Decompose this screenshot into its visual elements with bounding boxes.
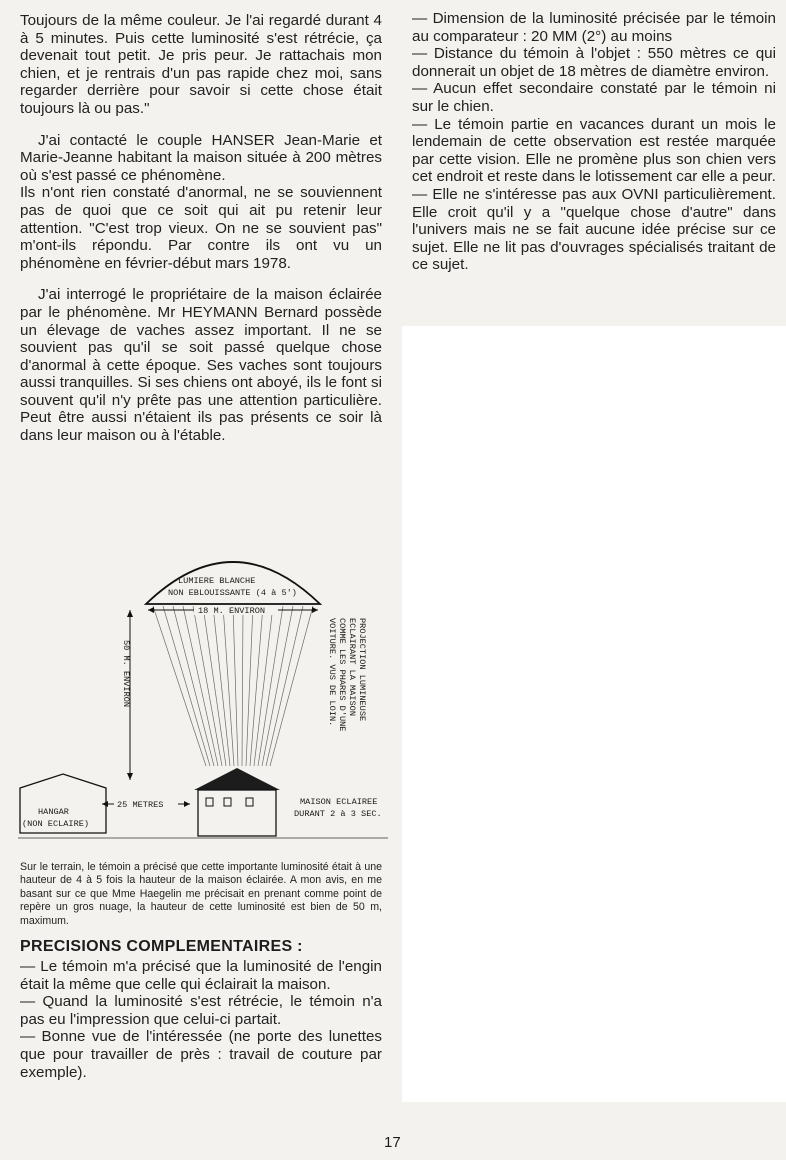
projection-label-4: VOITURE. VUS DE LOIN. [327, 618, 337, 727]
paragraph-hanser-contact: J'ai contacté le couple HANSER Jean-Marie et Marie-Jeanne habitant la maison située à 200 mètres où s'est passé ce phénomène. [20, 131, 382, 184]
hangar-label-2: (NON ECLAIRE) [22, 819, 90, 829]
page-number: 17 [384, 1134, 401, 1151]
precision-item: — Quand la luminosité s'est rétrécie, le témoin n'a pas eu l'impression que celui-ci partait. [20, 993, 382, 1028]
dome-label-1: LUMIERE BLANCHE [178, 576, 256, 586]
dome-label-2: NON EBLOUISSANTE (4 à 5') [168, 588, 297, 598]
height-label: 50 M. ENVIRON [121, 640, 131, 708]
precisions-heading: PRECISIONS COMPLEMENTAIRES : [20, 938, 303, 955]
precision-item: — Bonne vue de l'intéressée (ne porte des lunettes que pour travailler de près : travail de couture par exemple). [20, 1028, 382, 1081]
precision-item: — Le témoin m'a précisé que la luminosité de l'engin était la même que celle qui éclairait la maison. [20, 958, 382, 993]
width-label: 18 M. ENVIRON [198, 606, 266, 616]
house-window-1 [206, 798, 213, 806]
paragraph-heymann: J'ai interrogé le propriétaire de la maison éclairée par le phénomène. Mr HEYMANN Bernard possède un élevage de vaches assez important. Il ne se souvient pas qu'il se soit passé quelque chose d'anormal à cette époque. Ses vaches sont toujours aussi tranquilles. Si ses chiens ont aboyé, ils le font si souvent qu'il n'y prête pas une attention particulière. Peut être aussi n'étaient ils pas présents ce soir là dans leur maison ou à l'étable. [20, 286, 382, 445]
right-item: — Distance du témoin à l'objet : 550 mètres ce qui donnerait un objet de 18 mètres de diamètre environ. [412, 45, 776, 80]
distance-label: 25 METRES [117, 800, 164, 810]
house-label-1: MAISON ECLAIREE [300, 797, 378, 807]
projection-label-3: COMME LES PHARES D'UNE [337, 618, 347, 732]
projection-label-1: PROJECTION LUMINEUSE [357, 618, 367, 722]
sketch-svg [18, 548, 388, 853]
house-label-2: DURANT 2 à 3 SEC. [294, 809, 382, 819]
right-item: — Elle ne s'intéresse pas aux OVNI particulièrement. Elle croit qu'il y a "quelque chose d'autre" dans l'univers mais ne se fait aucune idée précise sur ce sujet. Elle ne lit pas d'ouvrages spécialisés traitant de ce sujet. [412, 185, 776, 274]
light-rays [153, 606, 313, 766]
right-item: — Aucun effet secondaire constaté par le témoin ni sur le chien. [412, 80, 776, 115]
house-window-2 [224, 798, 231, 806]
left-column [20, 12, 382, 445]
right-item: — Le témoin partie en vacances durant un mois le lendemain de cette observation est restée marquée par cette vision. Elle ne promène plus son chien vers cet endroit et reste dans le lotissement car elle a peur. [412, 115, 776, 186]
house-roof [194, 768, 280, 790]
paragraph-witness-quote: Toujours de la même couleur. Je l'ai regardé durant 4 à 5 minutes. Puis cette luminosité s'est rétrécie, ça devenait tout petit. Je pris peur. Je rattachais mon chien, et je rentrais d'un pas rapide chez moi, sans regarder derrière pour savoir si cette chose était toujours là ou pas." [20, 12, 382, 117]
house-body [198, 790, 276, 836]
right-column [412, 10, 776, 274]
precisions-list [20, 958, 382, 1081]
right-item: — Dimension de la luminosité précisée par le témoin au comparateur : 20 MM (2°) au moins [412, 10, 776, 45]
blank-area [402, 326, 786, 1102]
paragraph-hanser-reply: Ils n'ont rien constaté d'anormal, ne se souviennent pas de quoi que ce soit qui ait pu retenir leur attention. "C'est trop vieux. On ne se souvient pas" m'ont-ils répondu. Par contre ils ont vu un phénomène en février-début mars 1978. [20, 184, 382, 272]
hangar-label-1: HANGAR [38, 807, 69, 817]
figure-caption: Sur le terrain, le témoin a précisé que cette importante luminosité était à une hauteur de 4 à 5 fois la hauteur de la maison éclairée. A mon avis, en me basant sur ce que Mme Haegelin me précisait en prenant comme point de repère un gros nuage, la hauteur de cette luminosité est bien de 50 m, maximum. [20, 861, 382, 927]
projection-label-2: ECLAIRANT LA MAISON [347, 618, 357, 716]
house-window-3 [246, 798, 253, 806]
observation-sketch [18, 548, 388, 853]
